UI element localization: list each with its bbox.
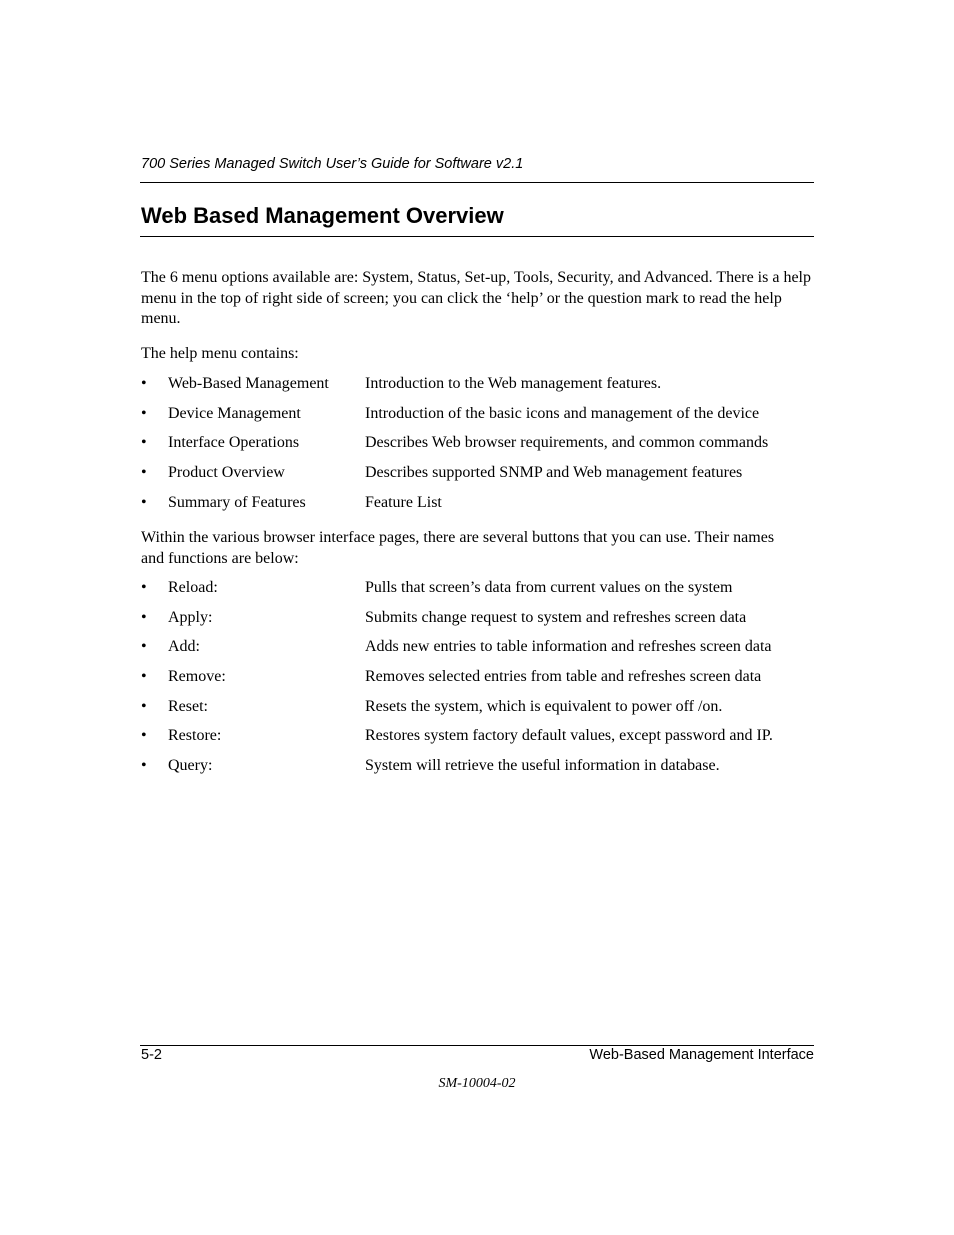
chapter-title: Web-Based Management Interface xyxy=(589,1047,814,1063)
list-item xyxy=(141,697,821,727)
intro-paragraph: The 6 menu options available are: System, Status, Set-up, Tools, Security, and Advanced. There is a help menu in the top of right side of screen; you can click the ‘help’ or the question mark to read the help menu. xyxy=(141,269,811,327)
button-term: Reset: xyxy=(168,697,208,715)
list-item xyxy=(141,493,821,523)
list-item xyxy=(141,637,821,667)
button-term: Remove: xyxy=(168,668,226,686)
button-term: Apply: xyxy=(168,608,213,626)
bullet: • xyxy=(141,757,147,775)
bullet: • xyxy=(141,697,147,715)
help-item-term: Product Overview xyxy=(168,464,285,482)
help-item-description: Introduction of the basic icons and management of the device xyxy=(365,404,760,422)
list-item xyxy=(141,756,821,786)
list-item xyxy=(141,608,821,638)
help-item-term: Interface Operations xyxy=(168,434,300,452)
page-number: 5-2 xyxy=(141,1047,162,1063)
button-term: Restore: xyxy=(168,727,222,745)
bullet: • xyxy=(141,638,147,656)
button-term: Reload: xyxy=(168,579,218,596)
bullet: • xyxy=(141,608,147,626)
document-id: SM-10004-02 xyxy=(438,1076,516,1091)
help-item-term: Device Management xyxy=(168,404,301,422)
bullet: • xyxy=(141,464,147,482)
button-description: System will retrieve the useful information in database. xyxy=(365,757,720,775)
help-menu-list xyxy=(141,374,821,522)
button-description: Removes selected entries from table and refreshes screen data xyxy=(365,668,762,686)
bullet: • xyxy=(141,493,147,511)
bullet: • xyxy=(141,579,147,596)
list-item xyxy=(141,374,821,404)
button-description: Pulls that screen’s data from current values on the system xyxy=(365,579,733,596)
help-item-description: Introduction to the Web management features. xyxy=(365,375,662,392)
button-term: Query: xyxy=(168,757,213,775)
list-item xyxy=(141,726,821,756)
help-menu-lead: The help menu contains: xyxy=(141,345,299,362)
button-description: Submits change request to system and refreshes screen data xyxy=(365,608,747,626)
bullet: • xyxy=(141,727,147,745)
list-item xyxy=(141,404,821,434)
list-item xyxy=(141,463,821,493)
list-item xyxy=(141,433,821,463)
button-description: Resets the system, which is equivalent to power off /on. xyxy=(365,697,723,715)
section-title: Web Based Management Overview xyxy=(141,203,504,228)
button-term: Add: xyxy=(168,638,200,656)
button-description: Adds new entries to table information and refreshes screen data xyxy=(365,638,772,656)
bullet: • xyxy=(141,375,147,392)
bullet: • xyxy=(141,668,147,686)
buttons-list xyxy=(141,578,821,786)
list-item xyxy=(141,578,821,608)
footer-divider xyxy=(140,1045,814,1046)
bullet: • xyxy=(141,434,147,452)
help-item-term: Summary of Features xyxy=(168,493,306,511)
buttons-lead: Within the various browser interface pages, there are several buttons that you can use. Their names and functions are below: xyxy=(141,529,775,567)
help-item-description: Describes supported SNMP and Web management features xyxy=(365,464,743,482)
help-item-term: Web-Based Management xyxy=(168,375,329,392)
header-divider xyxy=(140,182,814,183)
title-divider xyxy=(140,236,814,237)
running-header: 700 Series Managed Switch User’s Guide for Software v2.1 xyxy=(141,156,524,172)
help-item-description: Feature List xyxy=(365,493,442,511)
list-item xyxy=(141,667,821,697)
bullet: • xyxy=(141,404,147,422)
help-item-description: Describes Web browser requirements, and common commands xyxy=(365,434,769,452)
button-description: Restores system factory default values, except password and IP. xyxy=(365,727,773,745)
